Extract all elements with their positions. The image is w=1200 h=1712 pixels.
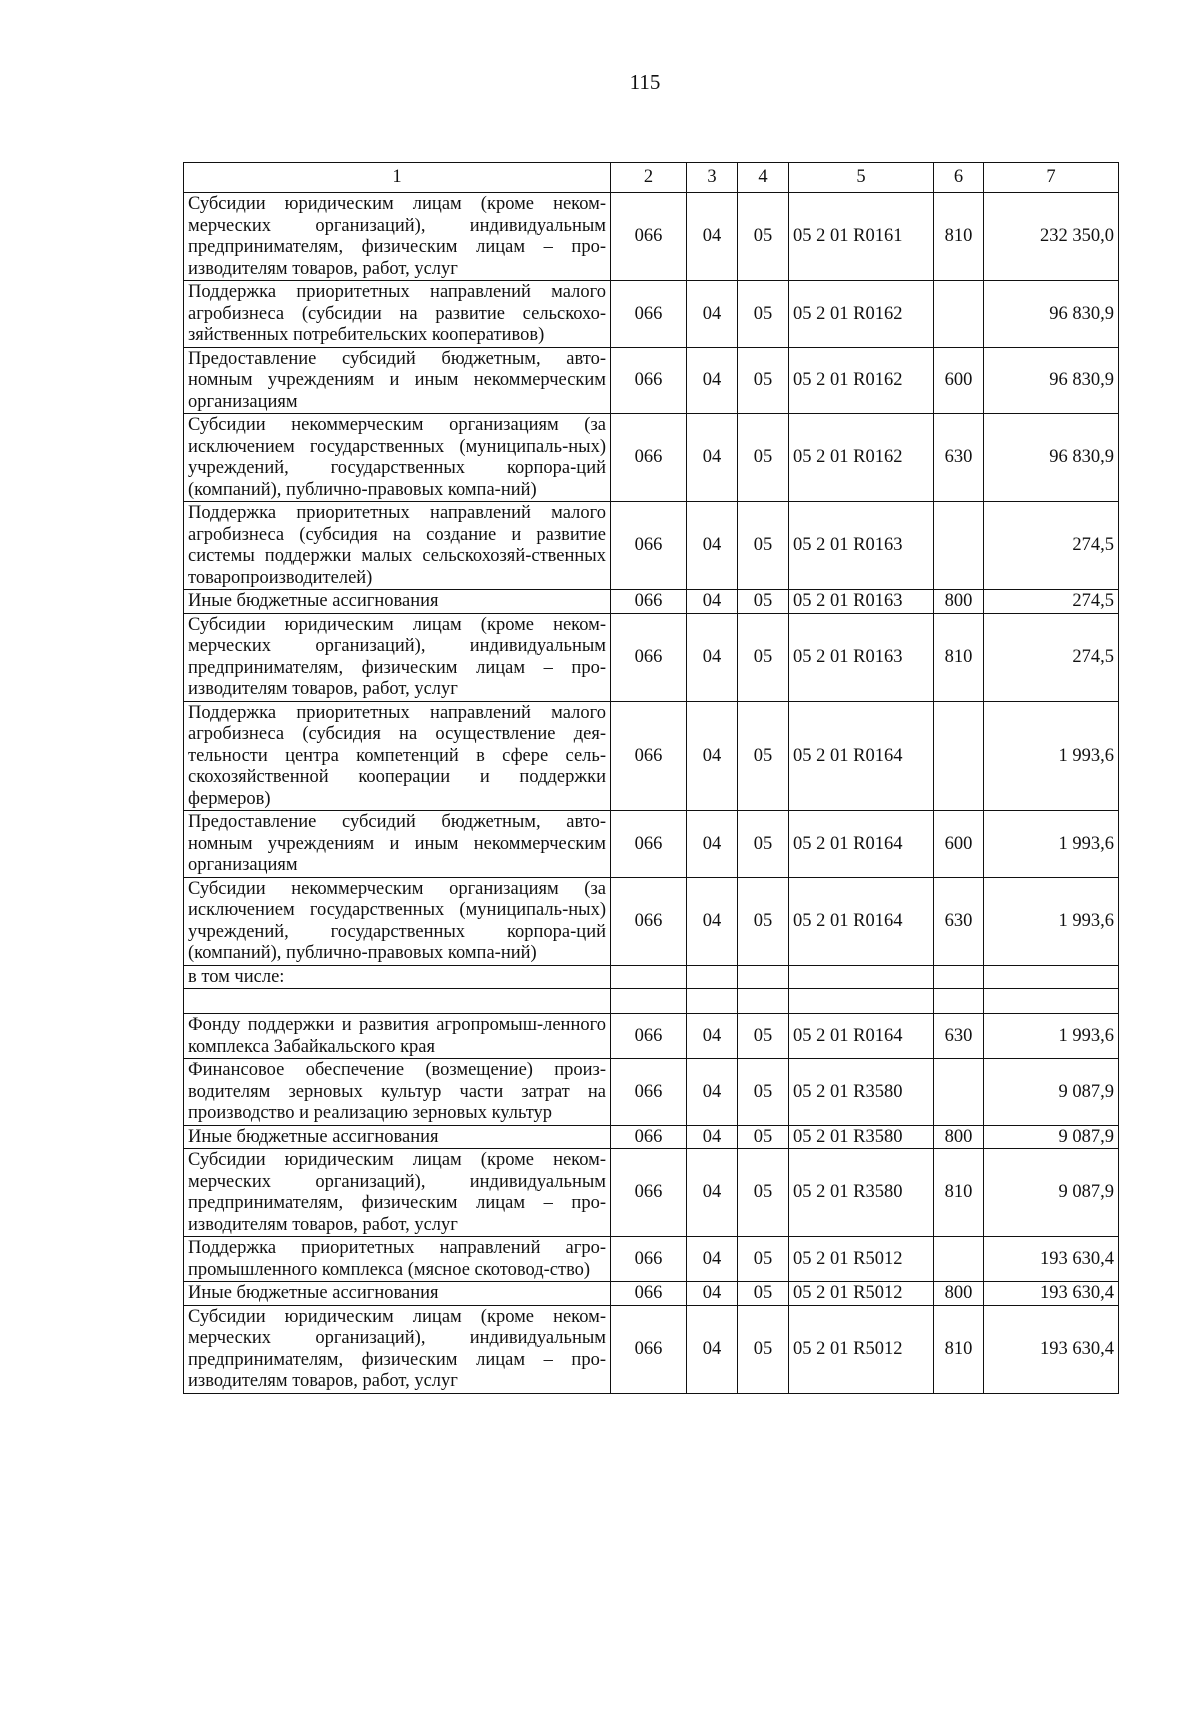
row-amount: 96 830,9 bbox=[984, 347, 1119, 414]
budget-table bbox=[183, 162, 1119, 1394]
row-amount bbox=[984, 965, 1119, 989]
row-col-3 bbox=[687, 989, 738, 1014]
row-expense-type: 600 bbox=[934, 347, 984, 414]
row-col-3: 04 bbox=[687, 1282, 738, 1306]
row-expense-type bbox=[934, 1059, 984, 1126]
row-col-4: 05 bbox=[738, 1282, 789, 1306]
header-col-6: 6 bbox=[934, 163, 984, 193]
row-target-code: 05 2 01 R5012 bbox=[789, 1237, 934, 1282]
row-target-code bbox=[789, 965, 934, 989]
table-row bbox=[184, 989, 1119, 1014]
row-col-2: 066 bbox=[611, 701, 687, 811]
row-expense-type: 800 bbox=[934, 1125, 984, 1149]
row-target-code: 05 2 01 R3580 bbox=[789, 1125, 934, 1149]
row-col-2: 066 bbox=[611, 613, 687, 701]
row-col-3: 04 bbox=[687, 193, 738, 281]
row-col-2: 066 bbox=[611, 1014, 687, 1059]
row-description bbox=[184, 989, 611, 1014]
row-target-code: 05 2 01 R0164 bbox=[789, 877, 934, 965]
row-col-3: 04 bbox=[687, 1149, 738, 1237]
row-amount: 274,5 bbox=[984, 502, 1119, 590]
row-amount: 1 993,6 bbox=[984, 701, 1119, 811]
row-amount: 193 630,4 bbox=[984, 1305, 1119, 1393]
row-col-2 bbox=[611, 989, 687, 1014]
row-col-4: 05 bbox=[738, 701, 789, 811]
row-col-2: 066 bbox=[611, 811, 687, 878]
row-description: Иные бюджетные ассигнования bbox=[184, 1125, 611, 1149]
header-col-2: 2 bbox=[611, 163, 687, 193]
row-col-4 bbox=[738, 965, 789, 989]
row-expense-type bbox=[934, 965, 984, 989]
row-amount bbox=[984, 989, 1119, 1014]
row-amount: 1 993,6 bbox=[984, 877, 1119, 965]
row-expense-type: 800 bbox=[934, 1282, 984, 1306]
row-target-code: 05 2 01 R5012 bbox=[789, 1282, 934, 1306]
table-row bbox=[184, 1282, 1119, 1306]
row-target-code: 05 2 01 R5012 bbox=[789, 1305, 934, 1393]
table-row bbox=[184, 877, 1119, 965]
row-description: Субсидии юридическим лицам (кроме неком-мерческих организаций), индивидуальным предпринимателям, физическим лицам – про-изводителям товаров, работ, услуг bbox=[184, 1305, 611, 1393]
row-col-4: 05 bbox=[738, 1125, 789, 1149]
row-target-code: 05 2 01 R0164 bbox=[789, 1014, 934, 1059]
row-col-3: 04 bbox=[687, 1237, 738, 1282]
row-col-4: 05 bbox=[738, 347, 789, 414]
row-col-2: 066 bbox=[611, 1059, 687, 1126]
row-expense-type: 600 bbox=[934, 811, 984, 878]
row-col-3: 04 bbox=[687, 590, 738, 614]
row-target-code: 05 2 01 R0162 bbox=[789, 414, 934, 502]
row-col-3: 04 bbox=[687, 1305, 738, 1393]
row-col-2: 066 bbox=[611, 347, 687, 414]
row-description: Иные бюджетные ассигнования bbox=[184, 1282, 611, 1306]
row-amount: 96 830,9 bbox=[984, 281, 1119, 348]
table-header-row bbox=[184, 163, 1119, 193]
row-col-3: 04 bbox=[687, 701, 738, 811]
row-description: Предоставление субсидий бюджетным, авто-номным учреждениям и иным некоммерческим организациям bbox=[184, 811, 611, 878]
row-target-code: 05 2 01 R0161 bbox=[789, 193, 934, 281]
row-target-code: 05 2 01 R3580 bbox=[789, 1059, 934, 1126]
row-description: Субсидии некоммерческим организациям (за исключением государственных (муниципаль-ных) учреждений, государственных корпора-ций (компаний), публично-правовых компа-ний) bbox=[184, 414, 611, 502]
table-row bbox=[184, 1305, 1119, 1393]
row-expense-type bbox=[934, 989, 984, 1014]
row-amount: 9 087,9 bbox=[984, 1059, 1119, 1126]
row-col-4: 05 bbox=[738, 1237, 789, 1282]
row-col-2: 066 bbox=[611, 590, 687, 614]
row-amount: 9 087,9 bbox=[984, 1125, 1119, 1149]
row-amount: 1 993,6 bbox=[984, 811, 1119, 878]
row-col-4: 05 bbox=[738, 1149, 789, 1237]
table-row bbox=[184, 613, 1119, 701]
row-col-4: 05 bbox=[738, 613, 789, 701]
row-col-2: 066 bbox=[611, 1237, 687, 1282]
row-expense-type: 810 bbox=[934, 613, 984, 701]
row-amount: 232 350,0 bbox=[984, 193, 1119, 281]
table-row bbox=[184, 811, 1119, 878]
row-col-3: 04 bbox=[687, 1125, 738, 1149]
table-row bbox=[184, 347, 1119, 414]
row-col-4 bbox=[738, 989, 789, 1014]
row-description: Субсидии юридическим лицам (кроме неком-мерческих организаций), индивидуальным предпринимателям, физическим лицам – про-изводителям товаров, работ, услуг bbox=[184, 1149, 611, 1237]
row-expense-type bbox=[934, 701, 984, 811]
row-description: Поддержка приоритетных направлений малого агробизнеса (субсидия на осуществление дея-тельности центра компетенций в сфере сель-скохозяйственной кооперации и поддержки фермеров) bbox=[184, 701, 611, 811]
table-row bbox=[184, 281, 1119, 348]
row-col-2: 066 bbox=[611, 1149, 687, 1237]
row-expense-type bbox=[934, 1237, 984, 1282]
row-col-2: 066 bbox=[611, 877, 687, 965]
header-col-3: 3 bbox=[687, 163, 738, 193]
row-col-2: 066 bbox=[611, 1282, 687, 1306]
row-description: Субсидии юридическим лицам (кроме неком-мерческих организаций), индивидуальным предпринимателям, физическим лицам – про-изводителям товаров, работ, услуг bbox=[184, 193, 611, 281]
row-expense-type: 810 bbox=[934, 193, 984, 281]
row-description: Фонду поддержки и развития агропромыш-ленного комплекса Забайкальского края bbox=[184, 1014, 611, 1059]
row-target-code: 05 2 01 R0162 bbox=[789, 347, 934, 414]
header-col-5: 5 bbox=[789, 163, 934, 193]
row-description: Субсидии некоммерческим организациям (за исключением государственных (муниципаль-ных) учреждений, государственных корпора-ций (компаний), публично-правовых компа-ний) bbox=[184, 877, 611, 965]
row-expense-type: 800 bbox=[934, 590, 984, 614]
header-col-1: 1 bbox=[184, 163, 611, 193]
row-target-code bbox=[789, 989, 934, 1014]
row-target-code: 05 2 01 R0163 bbox=[789, 502, 934, 590]
row-col-4: 05 bbox=[738, 590, 789, 614]
row-col-2: 066 bbox=[611, 1125, 687, 1149]
row-col-2: 066 bbox=[611, 281, 687, 348]
table-row bbox=[184, 590, 1119, 614]
row-col-3: 04 bbox=[687, 502, 738, 590]
row-target-code: 05 2 01 R0162 bbox=[789, 281, 934, 348]
page-number: 115 bbox=[629, 70, 661, 94]
row-col-3: 04 bbox=[687, 1014, 738, 1059]
row-col-4: 05 bbox=[738, 877, 789, 965]
row-amount: 96 830,9 bbox=[984, 414, 1119, 502]
row-description: Предоставление субсидий бюджетным, авто-номным учреждениям и иным некоммерческим организациям bbox=[184, 347, 611, 414]
row-col-3 bbox=[687, 965, 738, 989]
row-amount: 1 993,6 bbox=[984, 1014, 1119, 1059]
row-amount: 193 630,4 bbox=[984, 1237, 1119, 1282]
table-row bbox=[184, 502, 1119, 590]
row-col-3: 04 bbox=[687, 347, 738, 414]
row-description: Поддержка приоритетных направлений агро-промышленного комплекса (мясное скотовод-ство) bbox=[184, 1237, 611, 1282]
row-col-4: 05 bbox=[738, 811, 789, 878]
table-row bbox=[184, 1237, 1119, 1282]
row-col-3: 04 bbox=[687, 811, 738, 878]
table-row bbox=[184, 965, 1119, 989]
row-col-4: 05 bbox=[738, 502, 789, 590]
table-row bbox=[184, 1059, 1119, 1126]
row-col-4: 05 bbox=[738, 414, 789, 502]
row-description: Финансовое обеспечение (возмещение) произ-водителям зерновых культур части затрат на производство и реализацию зерновых культур bbox=[184, 1059, 611, 1126]
table-row bbox=[184, 701, 1119, 811]
table-row bbox=[184, 414, 1119, 502]
row-col-2: 066 bbox=[611, 1305, 687, 1393]
row-amount: 274,5 bbox=[984, 613, 1119, 701]
row-target-code: 05 2 01 R0164 bbox=[789, 811, 934, 878]
row-col-3: 04 bbox=[687, 877, 738, 965]
row-col-4: 05 bbox=[738, 281, 789, 348]
row-description: Поддержка приоритетных направлений малого агробизнеса (субсидия на создание и развитие системы поддержки малых сельскохозяй-ственных товаропроизводителей) bbox=[184, 502, 611, 590]
row-description: в том числе: bbox=[184, 965, 611, 989]
row-amount: 274,5 bbox=[984, 590, 1119, 614]
row-expense-type: 810 bbox=[934, 1305, 984, 1393]
row-description: Субсидии юридическим лицам (кроме неком-мерческих организаций), индивидуальным предпринимателям, физическим лицам – про-изводителям товаров, работ, услуг bbox=[184, 613, 611, 701]
header-col-7: 7 bbox=[984, 163, 1119, 193]
row-target-code: 05 2 01 R0164 bbox=[789, 701, 934, 811]
table-row bbox=[184, 193, 1119, 281]
row-col-2 bbox=[611, 965, 687, 989]
row-col-3: 04 bbox=[687, 1059, 738, 1126]
row-target-code: 05 2 01 R0163 bbox=[789, 590, 934, 614]
row-expense-type: 630 bbox=[934, 414, 984, 502]
row-col-4: 05 bbox=[738, 1059, 789, 1126]
row-col-3: 04 bbox=[687, 414, 738, 502]
row-col-4: 05 bbox=[738, 1014, 789, 1059]
table-row bbox=[184, 1149, 1119, 1237]
row-expense-type: 810 bbox=[934, 1149, 984, 1237]
header-col-4: 4 bbox=[738, 163, 789, 193]
row-col-2: 066 bbox=[611, 193, 687, 281]
row-amount: 193 630,4 bbox=[984, 1282, 1119, 1306]
row-amount: 9 087,9 bbox=[984, 1149, 1119, 1237]
table-row bbox=[184, 1014, 1119, 1059]
row-col-2: 066 bbox=[611, 502, 687, 590]
row-target-code: 05 2 01 R0163 bbox=[789, 613, 934, 701]
row-col-2: 066 bbox=[611, 414, 687, 502]
table-body bbox=[184, 193, 1119, 1394]
row-target-code: 05 2 01 R3580 bbox=[789, 1149, 934, 1237]
row-col-3: 04 bbox=[687, 281, 738, 348]
row-expense-type bbox=[934, 281, 984, 348]
row-expense-type bbox=[934, 502, 984, 590]
row-expense-type: 630 bbox=[934, 1014, 984, 1059]
row-col-4: 05 bbox=[738, 193, 789, 281]
table-row bbox=[184, 1125, 1119, 1149]
row-description: Иные бюджетные ассигнования bbox=[184, 590, 611, 614]
row-col-4: 05 bbox=[738, 1305, 789, 1393]
row-expense-type: 630 bbox=[934, 877, 984, 965]
row-description: Поддержка приоритетных направлений малого агробизнеса (субсидии на развитие сельскохо-зяйственных потребительских кооперативов) bbox=[184, 281, 611, 348]
row-col-3: 04 bbox=[687, 613, 738, 701]
